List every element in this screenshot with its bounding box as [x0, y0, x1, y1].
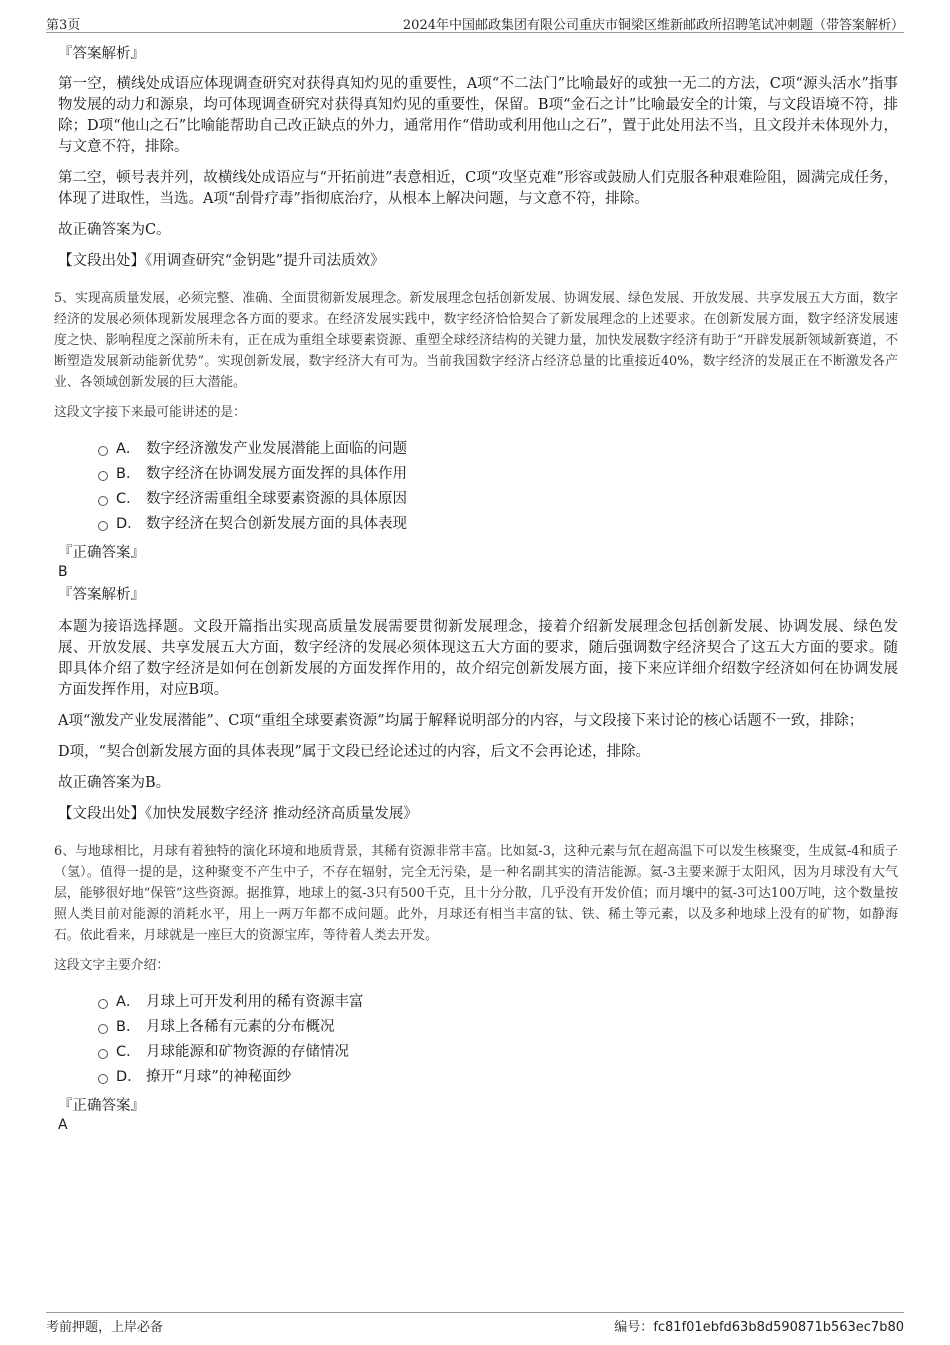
question-6-answer-label: 『正确答案』	[58, 1098, 145, 1114]
question-6-options	[98, 990, 898, 1090]
radio-icon[interactable]	[98, 1024, 108, 1034]
prev-source: 【文段出处】《用调查研究“金钥匙”提升司法质效》	[58, 253, 385, 269]
radio-icon[interactable]	[98, 1049, 108, 1059]
question-5-option-a[interactable]: A． 数字经济激发产业发展潜能上面临的问题	[98, 437, 898, 462]
question-6-text: 6、与地球相比，月球有着独特的演化环境和地质背景，其稀有资源非常丰富。比如氦-3，这种元素与氘在超高温下可以发生核聚变，生成氦-4和质子（氢）。值得一提的是，这种聚变不产生中子，不存在辐射，完全无污染，是一种名副其实的清洁能源。氦-3主要来源于太阳风，因为月球没有大气层，能够很好地“保管”这些资源。据推算，地球上的氦-3只有500千克，且十分分散，几乎没有开发价值；而月壤中的氦-3可达100万吨，这个数量按照人类目前对能源的消耗水平，用上一两万年都不成问题。此外，月球还有相当丰富的钛、铁、稀土等元素，以及多种地球上没有的矿物，如静海石。依此看来，月球就是一座巨大的资源宝库，等待着人类去开发。	[54, 844, 898, 943]
question-6-option-c[interactable]: C． 月球能源和矿物资源的存储情况	[98, 1040, 898, 1065]
prev-analysis-para-1: 第一空，横线处成语应体现调查研究对获得真知灼见的重要性，A项“不二法门”比喻最好的或独一无二的方法，C项“源头活水”指事物发展的动力和源泉，均可体现调查研究对获得真知灼见的重要性，保留。B项“金石之计”比喻最安全的计策，与文段语境不符，排除；D项“他山之石”比喻能帮助自己改正缺点的外力，通常用作“借助或利用他山之石”，置于此处用法不当，且文段并未体现外力，与文意不符，排除。	[58, 76, 898, 155]
radio-icon[interactable]	[98, 999, 108, 1009]
question-5-text: 5、实现高质量发展，必须完整、准确、全面贯彻新发展理念。新发展理念包括创新发展、协调发展、绿色发展、开放发展、共享发展五大方面，数字经济的发展必须体现新发展理念各方面的要求。在经济发展实践中，数字经济恰恰契合了新发展理念的上述要求。在创新发展方面，数字经济发展速度之快、影响程度之深前所未有，正在成为重组全球要素资源、重塑全球经济结构的关键力量，加快发展数字经济有助于“开辟发展新领域新赛道，不断塑造发展新动能新优势”。实现创新发展，数字经济大有可为。当前我国数字经济占经济总量的比重接近40%，数字经济的发展正在不断激发各产业、各领域创新发展的巨大潜能。	[54, 291, 898, 390]
page-header	[46, 12, 904, 33]
radio-icon[interactable]	[98, 471, 108, 481]
question-5-source: 【文段出处】《加快发展数字经济 推动经济高质量发展》	[58, 806, 418, 822]
question-5-analysis-para-3: D项，“契合创新发展方面的具体表现”属于文段已经论述过的内容，后文不会再论述，排除。	[58, 744, 650, 760]
prev-analysis-label: 『答案解析』	[58, 46, 145, 62]
question-5-answer: B	[58, 564, 68, 580]
radio-icon[interactable]	[98, 1074, 108, 1084]
document-code-value: fc81f01ebfd63b8d590871b563ec7b80	[653, 1320, 904, 1335]
question-5-analysis-para-1: 本题为接语选择题。文段开篇指出实现高质量发展需要贯彻新发展理念，接着介绍新发展理念包括创新发展、协调发展、绿色发展、开放发展、共享发展五大方面，数字经济的发展必须体现这五大方面的要求，随后强调数字经济契合了这五大方面的要求。随即具体介绍了数字经济是如何在创新发展的方面发挥作用的，故介绍完创新发展方面，接下来应详细介绍数字经济如何在协调发展方面发挥作用，对应B项。	[58, 619, 898, 698]
radio-icon[interactable]	[98, 521, 108, 531]
prev-analysis-conclusion: 故正确答案为C。	[58, 222, 171, 238]
question-5-conclusion: 故正确答案为B。	[58, 775, 171, 791]
question-5-option-c[interactable]: C． 数字经济需重组全球要素资源的具体原因	[98, 487, 898, 512]
document-code-label: 编号：	[614, 1320, 654, 1335]
question-5-options	[98, 437, 898, 537]
question-6-answer: A	[58, 1117, 68, 1133]
radio-icon[interactable]	[98, 446, 108, 456]
question-5-option-b[interactable]: B． 数字经济在协调发展方面发挥的具体作用	[98, 462, 898, 487]
question-5-analysis-label: 『答案解析』	[58, 587, 145, 603]
document-title: 2024年中国邮政集团有限公司重庆市铜梁区维新邮政所招聘笔试冲刺题（带答案解析）	[402, 18, 904, 33]
document-code	[614, 1316, 904, 1335]
question-5-ask: 这段文字接下来最可能讲述的是：	[54, 405, 246, 420]
question-5-analysis-para-2: A项“激发产业发展潜能”、C项“重组全球要素资源”均属于解释说明部分的内容，与文段接下来讨论的核心话题不一致，排除；	[58, 713, 864, 729]
question-5-option-d[interactable]: D． 数字经济在契合创新发展方面的具体表现	[98, 512, 898, 537]
page-number: 第3页	[46, 18, 81, 33]
footer-slogan: 考前押题，上岸必备	[46, 1320, 164, 1335]
radio-icon[interactable]	[98, 496, 108, 506]
prev-analysis-para-2: 第二空，顿号表并列，故横线处成语应与“开拓前进”表意相近，C项“攻坚克难”形容或鼓励人们克服各种艰难险阻，圆满完成任务，体现了进取性，当选。A项“刮骨疗毒”指彻底治疗，从根本上解决问题，与文意不符，排除。	[58, 170, 898, 207]
page-footer	[46, 1312, 904, 1335]
question-5-answer-label: 『正确答案』	[58, 545, 145, 561]
question-6-option-d[interactable]: D． 撩开“月球”的神秘面纱	[98, 1065, 898, 1090]
question-6-ask: 这段文字主要介绍：	[54, 958, 170, 973]
question-6-option-a[interactable]: A． 月球上可开发利用的稀有资源丰富	[98, 990, 898, 1015]
question-6-option-b[interactable]: B． 月球上各稀有元素的分布概况	[98, 1015, 898, 1040]
page-content	[54, 44, 898, 1138]
